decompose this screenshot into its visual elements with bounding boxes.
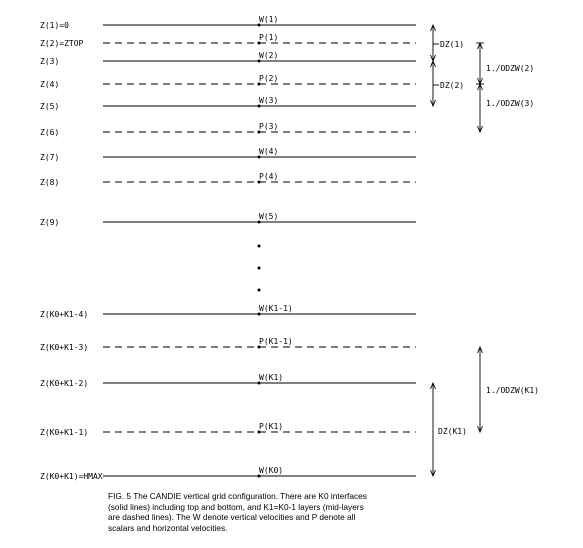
caption-line: (solid lines) including top and bottom, and K1=K0-1 layers (mid-layers <box>108 501 364 512</box>
node-label: P(2) <box>259 74 279 83</box>
figure-caption <box>108 491 528 533</box>
node-label: W(K0) <box>259 466 284 475</box>
grid-level <box>40 15 416 30</box>
z-label: Z(9) <box>40 218 60 227</box>
node-label: P(3) <box>259 122 279 131</box>
node-label: W(4) <box>259 147 279 156</box>
grid-level <box>40 96 416 111</box>
grid-level <box>40 212 416 227</box>
ellipsis-dot <box>258 245 261 248</box>
z-label: Z(2)=ZTOP <box>40 39 84 48</box>
z-label: Z(8) <box>40 178 60 187</box>
caption-line: FIG. 5 The CANDIE vertical grid configuration. There are K0 interfaces <box>108 491 367 501</box>
z-label: Z(K0+K1-1) <box>40 428 89 437</box>
spacing-annotations <box>431 25 485 476</box>
dzk1-label: DZ(K1) <box>438 427 467 436</box>
grid-level <box>40 147 416 162</box>
node-label: W(5) <box>259 212 279 221</box>
caption-line: scalars and horizontal velocities. <box>108 522 228 533</box>
node-label: W(3) <box>259 96 279 105</box>
grid-level <box>40 337 416 352</box>
grid-levels <box>40 15 416 481</box>
node-label: P(K1-1) <box>259 337 293 346</box>
odzw2-label: 1./ODZW(2) <box>486 64 535 73</box>
spacing-labels <box>438 40 539 436</box>
grid-level <box>40 304 416 319</box>
node-label: P(4) <box>259 172 279 181</box>
z-label: Z(4) <box>40 80 60 89</box>
odzwk1-label: 1./ODZW(K1) <box>486 386 539 395</box>
z-label: Z(7) <box>40 153 60 162</box>
node-label: W(2) <box>259 51 279 60</box>
node-label: W(1) <box>259 15 279 24</box>
node-label: W(K1-1) <box>259 304 293 313</box>
z-label: Z(K0+K1-2) <box>40 379 89 388</box>
grid-level <box>40 373 416 388</box>
z-label: Z(5) <box>40 102 60 111</box>
ellipsis <box>258 245 261 292</box>
caption-line: are dashed lines). The W denote vertical velocities and P denote all <box>108 512 356 522</box>
odzw3-label: 1./ODZW(3) <box>486 99 535 108</box>
z-label: Z(K0+K1-3) <box>40 343 89 352</box>
z-label: Z(1)=0 <box>40 21 69 30</box>
dz2-label: DZ(2) <box>440 81 465 90</box>
z-label: Z(K0+K1)=HMAX <box>40 472 103 481</box>
node-label: P(K1) <box>259 422 284 431</box>
node-label: W(K1) <box>259 373 284 382</box>
grid-level <box>40 466 416 481</box>
ellipsis-dot <box>258 267 261 270</box>
z-label: Z(6) <box>40 128 60 137</box>
ellipsis-dot <box>258 289 261 292</box>
z-label: Z(3) <box>40 57 60 66</box>
grid-level <box>40 422 416 437</box>
z-label: Z(K0+K1-4) <box>40 310 89 319</box>
grid-level <box>40 51 416 66</box>
dz1-label: DZ(1) <box>440 40 465 49</box>
grid-level <box>40 33 416 48</box>
grid-level <box>40 74 416 89</box>
grid-level <box>40 122 416 137</box>
node-label: P(1) <box>259 33 279 42</box>
grid-level <box>40 172 416 187</box>
